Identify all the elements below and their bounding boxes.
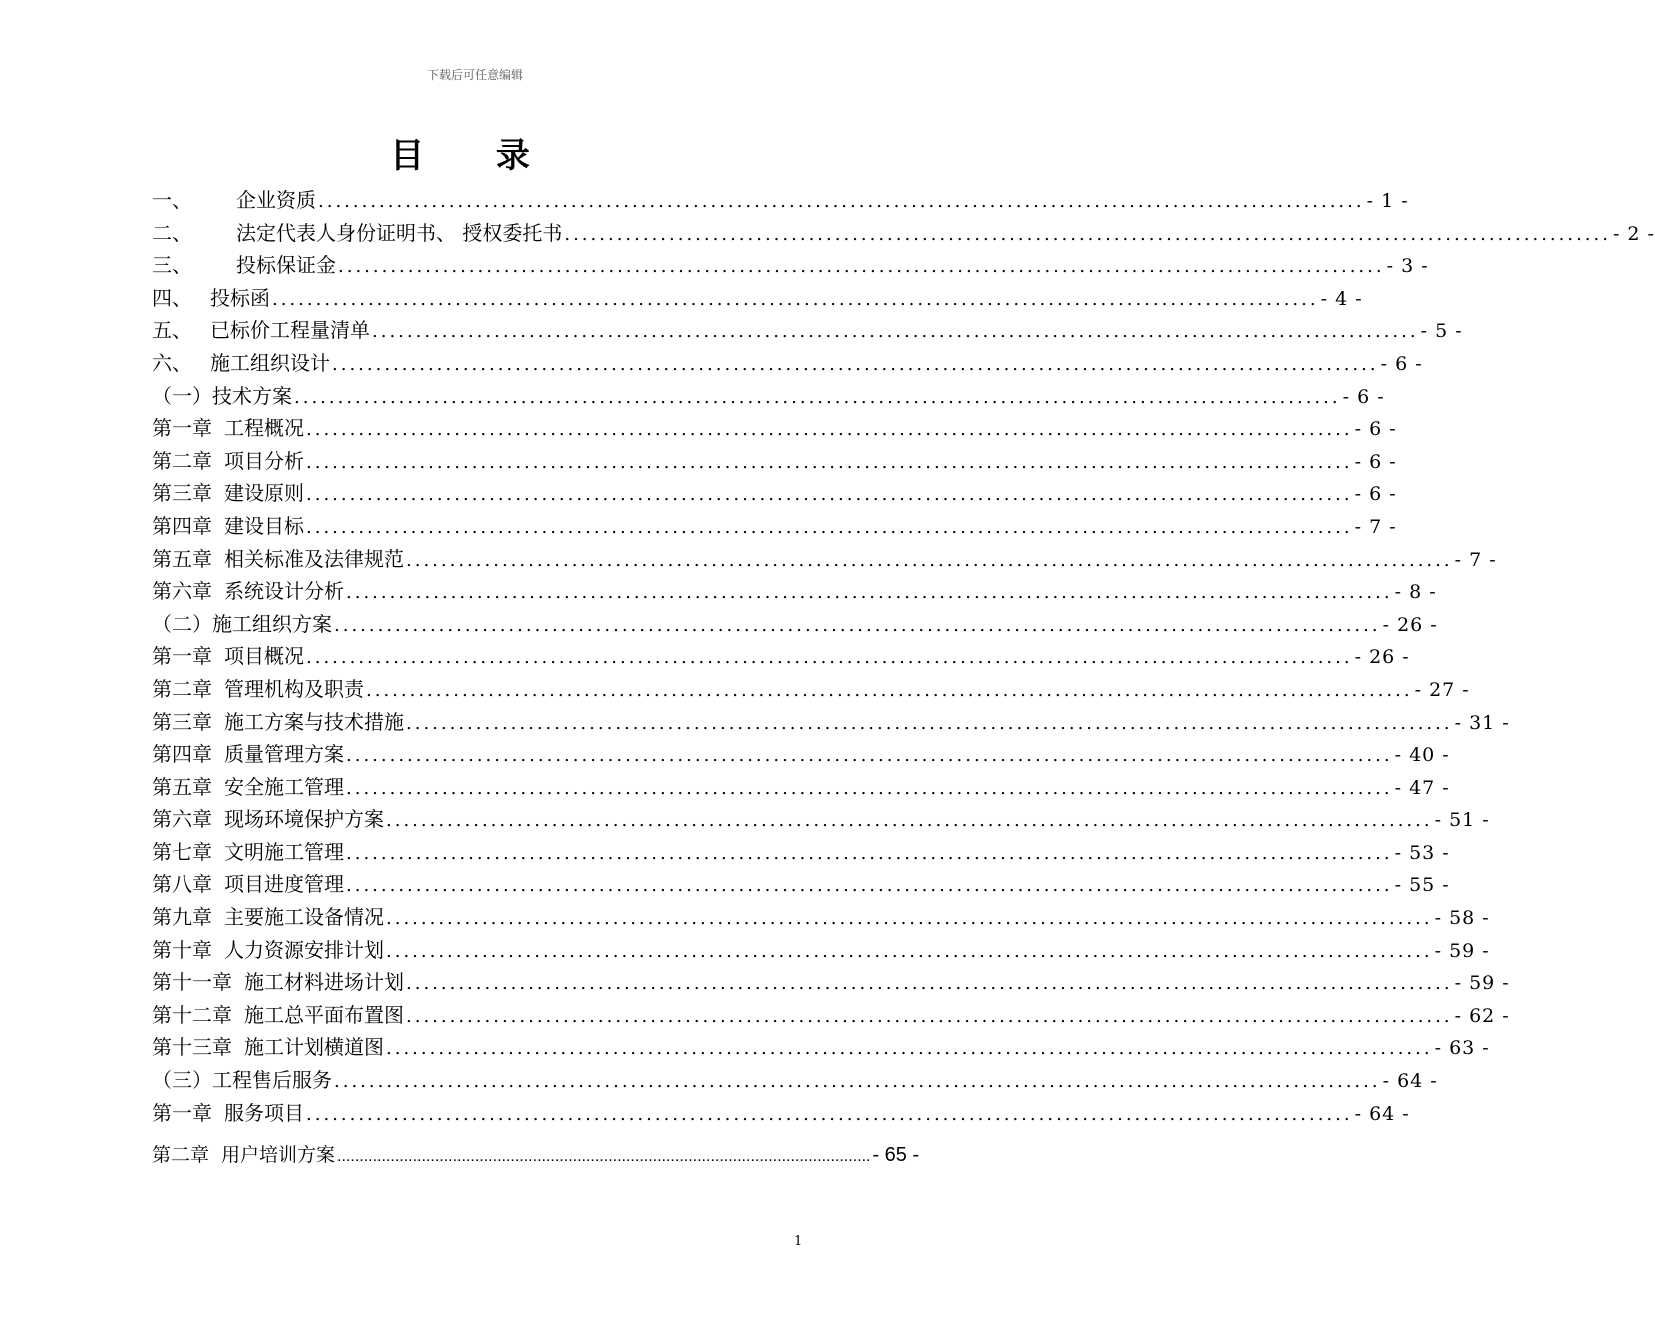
- toc-entry[interactable]: [152, 608, 1438, 641]
- dot-leader: ........................................................................................................................: [337, 1148, 871, 1166]
- toc-entry[interactable]: [152, 738, 1450, 771]
- toc-entry[interactable]: [152, 836, 1450, 869]
- toc-entry[interactable]: [152, 347, 1423, 380]
- dot-leader: ........................................................................................................................: [334, 614, 1381, 636]
- toc-entry-number: 第二章: [152, 448, 212, 473]
- toc-entry-title: 工程概况: [224, 416, 304, 441]
- toc-entry-title: 项目概况: [224, 644, 304, 669]
- toc-entry-number: 三、: [152, 253, 192, 278]
- toc-entry-page: - 6 -: [1354, 450, 1397, 473]
- toc-entry-page: - 58 -: [1434, 907, 1490, 930]
- toc-entry[interactable]: [152, 184, 1409, 217]
- toc-entry-page: - 3 -: [1386, 255, 1429, 278]
- toc-entry-number: （三）: [152, 1068, 212, 1093]
- toc-entry-page: - 27 -: [1414, 678, 1470, 701]
- toc-entry-title: 用户培训方案: [221, 1144, 336, 1167]
- toc-entry-number: 五、: [152, 318, 192, 343]
- toc-entry-page: - 63 -: [1434, 1037, 1490, 1060]
- toc-entry-number: 第二章: [152, 676, 212, 701]
- toc-entry-number: 第一章: [152, 416, 212, 441]
- toc-entry-number: 第三章: [152, 709, 212, 734]
- document-title: 目 录: [390, 136, 560, 176]
- toc-entry-page: - 40 -: [1394, 744, 1450, 767]
- toc-entry-number: 第七章: [152, 839, 212, 864]
- toc-entry-number: 第六章: [152, 579, 212, 604]
- toc-entry-page: - 51 -: [1434, 809, 1490, 832]
- toc-entry-page: - 26 -: [1354, 646, 1410, 669]
- toc-entry-number: （一）: [152, 383, 212, 408]
- dot-leader: ........................................................................................................................: [306, 516, 1353, 538]
- toc-entry-page: - 6 -: [1342, 385, 1385, 408]
- dot-leader: ........................................................................................................................: [346, 582, 1393, 604]
- dot-leader: ........................................................................................................................: [346, 842, 1393, 864]
- dot-leader: ........................................................................................................................: [294, 386, 1341, 408]
- toc-entry-number: 第五章: [152, 546, 212, 571]
- toc-entry-title: 项目分析: [224, 448, 304, 473]
- toc-entry[interactable]: [152, 445, 1397, 478]
- toc-entry-page: - 59 -: [1434, 939, 1490, 962]
- toc-entry[interactable]: [152, 412, 1397, 445]
- toc-entry-title: 项目进度管理: [224, 872, 344, 897]
- dot-leader: ........................................................................................................................: [346, 745, 1393, 767]
- toc-entry-title: 施工计划横道图: [244, 1035, 384, 1060]
- dot-leader: ........................................................................................................................: [386, 940, 1433, 962]
- dot-leader: ........................................................................................................................: [386, 1038, 1433, 1060]
- toc-entry-title: 现场环境保护方案: [224, 807, 384, 832]
- toc-entry-page: - 7 -: [1354, 515, 1397, 538]
- toc-entry-page: - 6 -: [1354, 483, 1397, 506]
- toc-entry-title: 人力资源安排计划: [224, 937, 384, 962]
- dot-leader: ........................................................................................................................: [306, 647, 1353, 669]
- toc-entry-number: 第十三章: [152, 1035, 232, 1060]
- toc-entry-number: 第十章: [152, 937, 212, 962]
- page-number: 1: [794, 1234, 803, 1249]
- toc-entry-title: 投标函: [210, 285, 270, 310]
- dot-leader: ........................................................................................................................: [406, 549, 1453, 571]
- toc-entry[interactable]: [152, 706, 1510, 739]
- toc-entry-number: 第一章: [152, 1100, 212, 1125]
- toc-entry-number: 第九章: [152, 905, 212, 930]
- toc-entry-page: - 6 -: [1380, 352, 1423, 375]
- toc-entry-number: 第八章: [152, 872, 212, 897]
- toc-entry[interactable]: [152, 380, 1385, 413]
- toc-entry-title: 工程售后服务: [212, 1068, 332, 1093]
- toc-entry-title: 系统设计分析: [224, 579, 344, 604]
- toc-entry-page: - 65 -: [872, 1144, 920, 1167]
- toc-entry[interactable]: [152, 673, 1470, 706]
- toc-entry[interactable]: [152, 282, 1363, 315]
- toc-entry-title: 质量管理方案: [224, 742, 344, 767]
- toc-entry[interactable]: [152, 217, 1655, 250]
- toc-entry-title: 施工组织方案: [212, 611, 332, 636]
- toc-entry-title: 技术方案: [212, 383, 292, 408]
- toc-entry-title: 已标价工程量清单: [210, 318, 370, 343]
- toc-entry[interactable]: [152, 543, 1497, 576]
- toc-entry[interactable]: [152, 999, 1510, 1032]
- toc-entry-page: - 47 -: [1394, 776, 1450, 799]
- table-of-contents: [152, 184, 1655, 1172]
- toc-entry-title: 安全施工管理: [224, 774, 344, 799]
- toc-entry-number: 四、: [152, 285, 192, 310]
- dot-leader: ........................................................................................................................: [564, 223, 1611, 245]
- toc-entry[interactable]: [152, 249, 1429, 282]
- toc-entry-page: - 62 -: [1454, 1004, 1510, 1027]
- toc-entry[interactable]: [152, 1064, 1438, 1097]
- toc-entry[interactable]: [152, 934, 1490, 967]
- toc-entry-number: 第二章: [152, 1144, 210, 1167]
- dot-leader: ........................................................................................................................: [334, 1071, 1381, 1093]
- toc-entry-title: 相关标准及法律规范: [224, 546, 404, 571]
- toc-entry-title: 施工方案与技术措施: [224, 709, 404, 734]
- toc-entry-page: - 7 -: [1454, 548, 1497, 571]
- toc-entry-title: 建设目标: [224, 513, 304, 538]
- toc-entry-number: 第十一章: [152, 970, 232, 995]
- toc-entry-page: - 6 -: [1354, 418, 1397, 441]
- dot-leader: ........................................................................................................................: [406, 712, 1453, 734]
- toc-entry[interactable]: [152, 771, 1450, 804]
- toc-entry-title: 施工组织设计: [210, 350, 330, 375]
- dot-leader: ........................................................................................................................: [366, 679, 1413, 701]
- toc-entry-title: 企业资质: [236, 188, 316, 212]
- dot-leader: ........................................................................................................................: [306, 484, 1353, 506]
- toc-entry-number: 第一章: [152, 644, 212, 669]
- toc-entry-page: - 64 -: [1382, 1070, 1438, 1093]
- toc-entry[interactable]: [152, 477, 1397, 510]
- toc-entry[interactable]: [152, 868, 1450, 901]
- toc-entry-page: - 31 -: [1454, 711, 1510, 734]
- toc-entry-number: 第六章: [152, 807, 212, 832]
- dot-leader: ........................................................................................................................: [306, 451, 1353, 473]
- dot-leader: ........................................................................................................................: [346, 875, 1393, 897]
- toc-entry[interactable]: [152, 314, 1463, 347]
- toc-entry-page: - 55 -: [1394, 874, 1450, 897]
- toc-entry-page: - 26 -: [1382, 613, 1438, 636]
- header-note: 下载后可任意编辑: [426, 68, 523, 82]
- dot-leader: ........................................................................................................................: [306, 419, 1353, 441]
- toc-entry-number: 六、: [152, 350, 192, 375]
- toc-entry-number: 一、: [152, 188, 192, 212]
- toc-entry[interactable]: [152, 510, 1397, 543]
- toc-entry-page: - 53 -: [1394, 841, 1450, 864]
- toc-entry-title: 主要施工设备情况: [224, 905, 384, 930]
- dot-leader: ........................................................................................................................: [406, 1005, 1453, 1027]
- toc-entry-number: 第五章: [152, 774, 212, 799]
- dot-leader: ........................................................................................................................: [346, 777, 1393, 799]
- toc-entry[interactable]: [152, 575, 1437, 608]
- toc-entry-page: - 5 -: [1420, 320, 1463, 343]
- dot-leader: ........................................................................................................................: [338, 256, 1385, 278]
- toc-entry[interactable]: [152, 1139, 920, 1172]
- toc-entry-title: 施工总平面布置图: [244, 1002, 404, 1027]
- toc-entry[interactable]: [152, 803, 1490, 836]
- dot-leader: ........................................................................................................................: [406, 973, 1453, 995]
- dot-leader: ........................................................................................................................: [372, 321, 1419, 343]
- toc-entry-page: - 1 -: [1366, 190, 1409, 212]
- toc-entry-page: - 4 -: [1320, 287, 1363, 310]
- toc-entry-page: - 64 -: [1354, 1102, 1410, 1125]
- dot-leader: ........................................................................................................................: [332, 353, 1379, 375]
- dot-leader: ........................................................................................................................: [272, 288, 1319, 310]
- toc-entry-title: 投标保证金: [236, 253, 336, 278]
- toc-entry-page: - 2 -: [1612, 222, 1655, 245]
- dot-leader: ........................................................................................................................: [318, 191, 1365, 212]
- toc-entry[interactable]: [152, 1031, 1490, 1064]
- dot-leader: ........................................................................................................................: [386, 908, 1433, 930]
- toc-entry[interactable]: [152, 966, 1510, 999]
- toc-entry-number: 二、: [152, 220, 192, 245]
- toc-entry-number: 第三章: [152, 481, 212, 506]
- toc-entry-number: 第十二章: [152, 1002, 232, 1027]
- toc-entry-title: 法定代表人身份证明书、 授权委托书: [236, 220, 563, 245]
- toc-entry[interactable]: [152, 901, 1490, 934]
- toc-entry-page: - 59 -: [1454, 972, 1510, 995]
- toc-entry-title: 文明施工管理: [224, 839, 344, 864]
- dot-leader: ........................................................................................................................: [386, 810, 1433, 832]
- toc-entry-title: 服务项目: [224, 1100, 304, 1125]
- toc-entry-page: - 8 -: [1394, 581, 1437, 604]
- toc-entry[interactable]: [152, 640, 1410, 673]
- toc-entry-title: 施工材料进场计划: [244, 970, 404, 995]
- toc-entry-number: 第四章: [152, 513, 212, 538]
- toc-entry-title: 建设原则: [224, 481, 304, 506]
- toc-entry-number: （二）: [152, 611, 212, 636]
- toc-entry-title: 管理机构及职责: [224, 676, 364, 701]
- toc-entry[interactable]: [152, 1097, 1410, 1130]
- dot-leader: ........................................................................................................................: [306, 1103, 1353, 1125]
- toc-entry-number: 第四章: [152, 742, 212, 767]
